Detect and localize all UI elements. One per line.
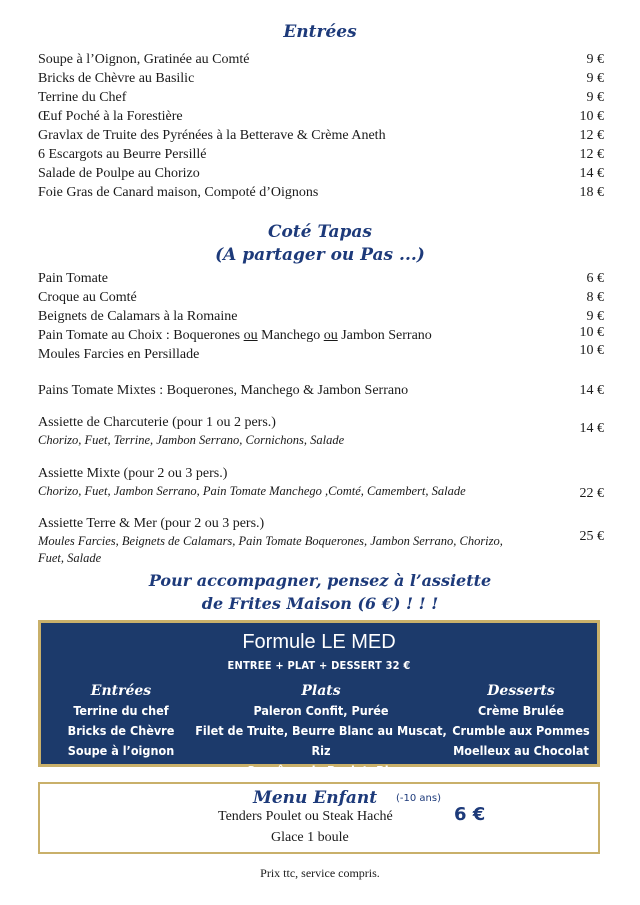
formule-desserts-column xyxy=(451,681,591,761)
item-name: Œuf Poché à la Forestière xyxy=(38,109,183,124)
item-price: 9 € xyxy=(586,52,604,67)
item-price: 8 € xyxy=(586,290,604,305)
item-price: 10 € xyxy=(579,109,604,124)
menu-item xyxy=(38,288,604,307)
item-name: Assiette Terre & Mer (pour 2 ou 3 pers.) xyxy=(38,516,265,531)
formule-subtitle: ENTREE + PLAT + DESSERT 32 € xyxy=(227,659,411,672)
item-name: Salade de Poulpe au Chorizo xyxy=(38,166,200,181)
item-price: 22 € xyxy=(579,486,604,501)
item-name: Gravlax de Truite des Pyrénées à la Betterave & Crème Aneth xyxy=(38,128,386,143)
item-price: 6 € xyxy=(586,271,604,286)
accompagner-note xyxy=(0,569,640,615)
formule-dessert-item: Crème Brulée xyxy=(478,703,564,718)
formule-plat-item: Filet de Truite, Beurre Blanc au Muscat, Riz xyxy=(195,723,447,758)
accompagner-line-1: Pour accompagner, pensez à l’assiette xyxy=(148,571,492,590)
item-price: 12 € xyxy=(579,147,604,162)
item-name: Beignets de Calamars à la Romaine xyxy=(38,309,238,324)
menu-item xyxy=(38,326,604,345)
item-description: Chorizo, Fuet, Jambon Serrano, Pain Tomate Manchego ,Comté, Camembert, Salade xyxy=(38,484,466,498)
formule-dessert-item: Crumble aux Pommes xyxy=(452,723,590,738)
item-price: 25 € xyxy=(579,529,604,544)
item-price: 14 € xyxy=(579,383,604,398)
item-price: 10 € xyxy=(579,325,604,340)
menu-item xyxy=(38,88,604,107)
item-price: 10 € xyxy=(579,343,604,358)
tapas-list xyxy=(0,269,640,567)
formule-entree-item: Soupe à l’oignon xyxy=(67,743,175,758)
menu-item xyxy=(38,269,604,288)
tapas-subtitle: (A partager ou Pas ...) xyxy=(215,245,425,265)
item-name: Assiette de Charcuterie (pour 1 ou 2 pers.) xyxy=(38,415,276,430)
menu-item xyxy=(38,50,604,69)
item-price: 18 € xyxy=(579,185,604,200)
item-name-part: Pain Tomate au Choix : Boquerones xyxy=(38,328,244,343)
item-name xyxy=(38,328,432,343)
item-price: 9 € xyxy=(586,309,604,324)
item-name: Moules Farcies en Persillade xyxy=(38,347,200,362)
menu-item xyxy=(38,126,604,145)
item-name-part: Manchego xyxy=(257,328,324,343)
menu-item xyxy=(38,69,604,88)
formule-entree-item: Bricks de Chèvre xyxy=(67,723,175,738)
item-name: Pain Tomate xyxy=(38,271,108,286)
item-price: 14 € xyxy=(579,166,604,181)
menu-enfant-age: (-10 ans) xyxy=(396,793,441,804)
menu-enfant-line-1: Tenders Poulet ou Steak Haché xyxy=(218,809,393,824)
underlined-ou: ou xyxy=(323,328,338,343)
formule-plat-item: Suprême de Poulet, Riz xyxy=(246,763,396,778)
footer-note: Prix ttc, service compris. xyxy=(260,866,380,880)
item-name: Terrine du Chef xyxy=(38,90,127,105)
menu-item xyxy=(38,464,604,500)
item-name: 6 Escargots au Beurre Persillé xyxy=(38,147,207,162)
item-name: Soupe à l’Oignon, Gratinée au Comté xyxy=(38,52,250,67)
formule-entrees-heading: Entrées xyxy=(90,683,152,699)
item-price: 9 € xyxy=(586,90,604,105)
formule-plats-heading: Plats xyxy=(301,683,341,699)
menu-item xyxy=(38,345,604,364)
tapas-title: Coté Tapas xyxy=(268,222,372,242)
item-name-part: Jambon Serrano xyxy=(337,328,432,343)
menu-item xyxy=(38,164,604,183)
menu-item xyxy=(38,514,604,567)
menu-item xyxy=(38,183,604,202)
menu-enfant-price: 6 € xyxy=(454,804,486,825)
formule-plats-column xyxy=(191,681,451,781)
formule-desserts-heading: Desserts xyxy=(487,683,555,699)
menu-item xyxy=(38,107,604,126)
item-name: Croque au Comté xyxy=(38,290,137,305)
formule-dessert-item: Moelleux au Chocolat xyxy=(453,743,589,758)
item-price: 14 € xyxy=(579,421,604,436)
item-name: Pains Tomate Mixtes : Boquerones, Manchego & Jambon Serrano xyxy=(38,383,409,398)
formule-entrees-column xyxy=(61,681,181,761)
item-description: Chorizo, Fuet, Terrine, Jambon Serrano, Cornichons, Salade xyxy=(38,433,345,447)
item-description: Moules Farcies, Beignets de Calamars, Pain Tomate Boquerones, Jambon Serrano, Chorizo, Fuet, Salade xyxy=(38,534,503,565)
accompagner-line-2: de Frites Maison (6 €) ! ! ! xyxy=(201,594,439,613)
menu-item xyxy=(38,381,604,400)
menu-enfant-box xyxy=(38,782,600,854)
menu-enfant-line-2: Glace 1 boule xyxy=(271,830,349,845)
item-name: Assiette Mixte (pour 2 ou 3 pers.) xyxy=(38,466,228,481)
menu-item xyxy=(38,413,604,449)
underlined-ou: ou xyxy=(243,328,258,343)
menu-item xyxy=(38,145,604,164)
formule-entree-item: Terrine du chef xyxy=(73,703,169,718)
formule-box xyxy=(38,620,600,778)
item-name: Foie Gras de Canard maison, Compoté d’Oignons xyxy=(38,185,319,200)
formule-title: Formule LE MED xyxy=(242,631,396,653)
item-name: Bricks de Chèvre au Basilic xyxy=(38,71,195,86)
formule-plat-item: Paleron Confit, Purée xyxy=(253,703,389,718)
menu-item xyxy=(38,307,604,326)
item-price: 9 € xyxy=(586,71,604,86)
menu-enfant-title: Menu Enfant xyxy=(253,788,378,808)
entrees-title: Entrées xyxy=(283,22,357,42)
entrees-list xyxy=(0,50,640,202)
item-price: 12 € xyxy=(579,128,604,143)
